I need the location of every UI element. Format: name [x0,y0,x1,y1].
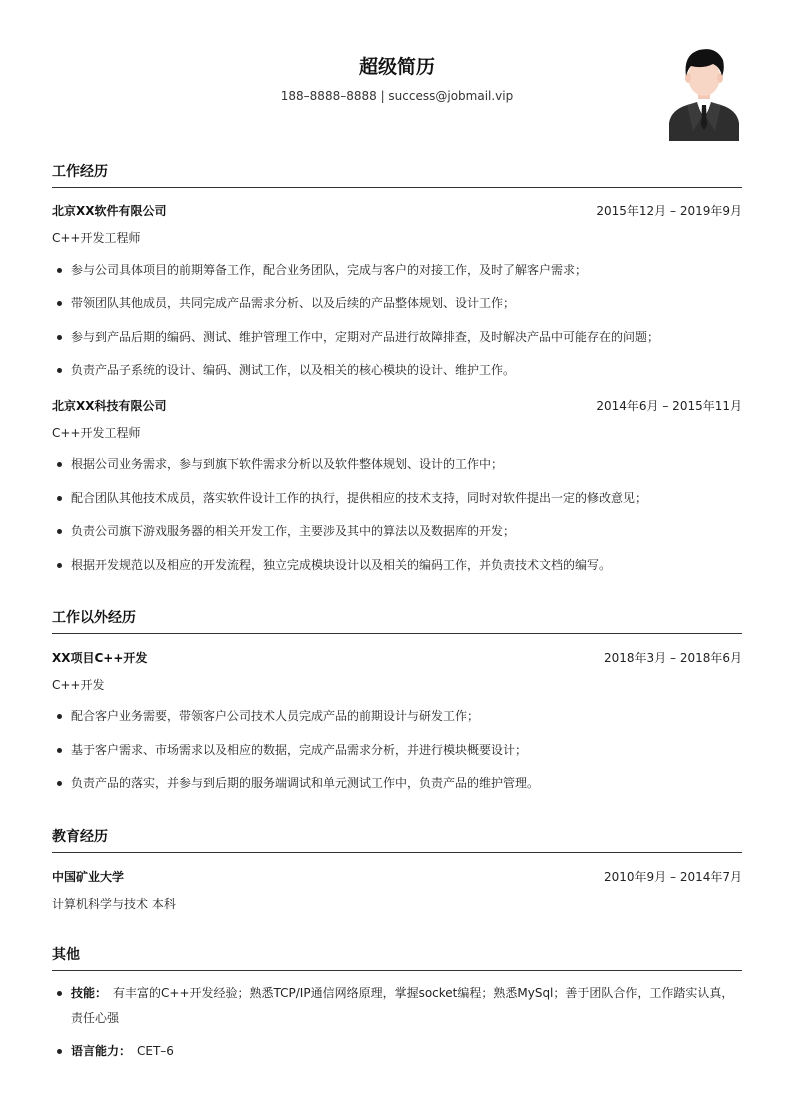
job-org: 北京XX科技有限公司 [52,399,167,413]
school-name: 中国矿业大学 [52,870,125,884]
list-item: 参与到产品后期的编码、测试、维护管理工作中，定期对产品进行故障排查，及时解决产品中可能存在的问题； [71,325,741,350]
section-title-education: 教育经历 [52,829,108,845]
language-item [71,1039,741,1064]
list-item: 参与公司具体项目的前期筹备工作，配合业务团队，完成与客户的对接工作，及时了解客户需求； [71,258,741,283]
skills-item [71,981,741,1031]
section-divider [52,187,742,188]
job-role: C++开发工程师 [52,231,141,245]
list-item: 负责产品的落实，并参与到后期的服务端调试和单元测试工作中，负责产品的维护管理。 [71,771,741,796]
school-major: 计算机科学与技术 本科 [52,897,176,911]
contact-info: 188–8888–8888 | success@jobmail.vip [280,89,514,103]
list-item: 基于客户需求、市场需求以及相应的数据，完成产品需求分析，并进行模块概要设计； [71,738,741,763]
skills-value: 有丰富的C++开发经验；熟悉TCP/IP通信网络原理，掌握socket编程；熟悉MySql；善于团队合作，工作踏实认真，责任心强 [71,986,734,1025]
list-item: 根据开发规范以及相应的开发流程，独立完成模块设计以及相关的编码工作，并负责技术文档的编写。 [71,553,741,578]
section-title-misc: 其他 [52,947,80,963]
project-role: C++开发 [52,678,105,692]
section-divider [52,852,742,853]
project-date: 2018年3月 – 2018年6月 [604,651,742,665]
language-value: CET–6 [137,1044,174,1058]
list-item: 负责公司旗下游戏服务器的相关开发工作，主要涉及其中的算法以及数据库的开发； [71,519,741,544]
list-item: 配合客户业务需要，带领客户公司技术人员完成产品的前期设计与研发工作； [71,704,741,729]
section-title-work: 工作经历 [52,164,108,180]
list-item: 根据公司业务需求，参与到旗下软件需求分析以及软件整体规划、设计的工作中； [71,452,741,477]
skills-label: 技能： [71,986,108,1000]
job-org: 北京XX软件有限公司 [52,204,167,218]
list-item: 配合团队其他技术成员，落实软件设计工作的执行，提供相应的技术支持，同时对软件提出一定的修改意见； [71,486,741,511]
job-date: 2015年12月 – 2019年9月 [596,204,742,218]
job-role: C++开发工程师 [52,426,141,440]
section-title-other-experience: 工作以外经历 [52,610,136,626]
list-item: 带领团队其他成员，共同完成产品需求分析、以及后续的产品整体规划、设计工作； [71,291,741,316]
resume-name: 超级简历 [358,56,435,78]
section-divider [52,970,742,971]
list-item: 负责产品子系统的设计、编码、测试工作，以及相关的核心模块的设计、维护工作。 [71,358,741,383]
person-avatar-icon [669,47,739,141]
section-divider [52,633,742,634]
school-date: 2010年9月 – 2014年7月 [604,870,742,884]
job-date: 2014年6月 – 2015年11月 [596,399,742,413]
project-org: XX项目C++开发 [52,651,148,665]
language-label: 语言能力： [71,1044,132,1058]
